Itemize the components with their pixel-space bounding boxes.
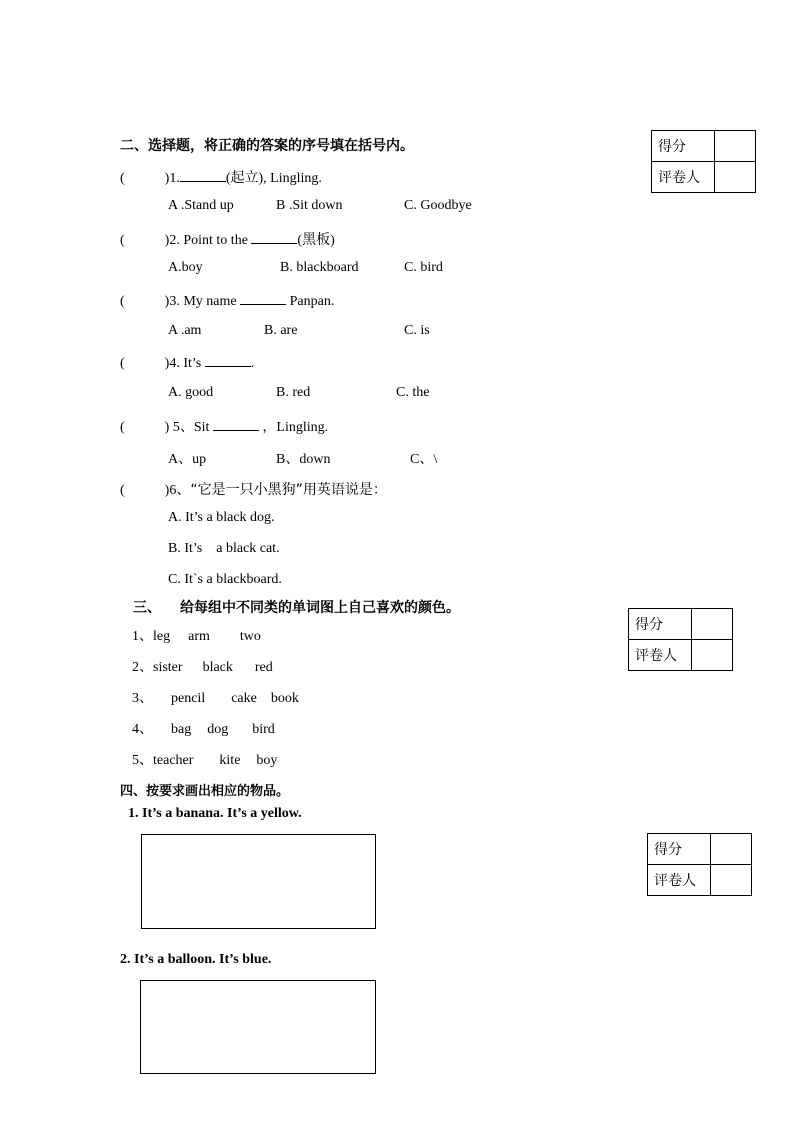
score-label: 得分 — [652, 131, 715, 162]
q5-option-b: B、down — [276, 452, 331, 467]
word-group-3: 3、 pencil cake book — [132, 691, 299, 706]
answer-blank[interactable] — [240, 292, 286, 305]
score-table-1 — [651, 130, 756, 193]
word[interactable]: cake — [231, 691, 257, 706]
word[interactable]: bird — [252, 722, 275, 737]
score-table-3 — [647, 833, 752, 896]
word[interactable]: bag — [171, 722, 192, 737]
answer-blank[interactable] — [180, 169, 226, 182]
q2-option-b: B. blackboard — [280, 260, 359, 275]
question-3: ( )3. My name Panpan. — [120, 294, 335, 309]
grader-cell[interactable] — [711, 865, 752, 896]
grader-cell[interactable] — [692, 640, 733, 671]
q1-option-c: C. Goodbye — [404, 198, 472, 213]
q4-option-a: A. good — [168, 385, 214, 400]
q3-option-b: B. are — [264, 323, 298, 338]
q6-option-a: A. It’s a black dog. — [168, 510, 275, 525]
q6-option-c: C. It`s a blackboard. — [168, 572, 282, 587]
answer-blank[interactable] — [205, 354, 251, 367]
drawing-box-2[interactable] — [140, 980, 376, 1074]
word-group-1: 1、leg arm two — [132, 629, 261, 644]
question-2: ( )2. Point to the (黑板) — [120, 233, 335, 248]
score-table-2 — [628, 608, 733, 671]
word[interactable]: pencil — [171, 691, 206, 706]
q3-option-a: A .am — [168, 323, 202, 338]
q1-option-b: B .Sit down — [276, 198, 343, 213]
answer-blank[interactable] — [213, 418, 259, 431]
score-label: 得分 — [629, 609, 692, 640]
q6-option-b: B. It’s a black cat. — [168, 541, 280, 556]
question-4: ( )4. It’s . — [120, 356, 255, 371]
section4-heading: 四、按要求画出相应的物品。 — [120, 784, 290, 799]
score-cell[interactable] — [711, 834, 752, 865]
word-group-2: 2、sister black red — [132, 660, 273, 675]
q1-option-a: A .Stand up — [168, 198, 234, 213]
q2-option-a: A.boy — [168, 260, 203, 275]
grader-label: 评卷人 — [629, 640, 692, 671]
word[interactable]: two — [239, 629, 261, 644]
q2-option-c: C. bird — [404, 260, 443, 275]
question-5: ( ) 5、Sit ，Lingling. — [120, 420, 329, 435]
word[interactable]: red — [254, 660, 273, 675]
question-1: ( )1. (起立), Lingling. — [120, 171, 322, 186]
q4-option-b: B. red — [276, 385, 311, 400]
word[interactable]: kite — [219, 753, 241, 768]
question-6: ( )6、“它是一只小黑狗”用英语说是： — [120, 482, 387, 498]
word-group-5: 5、teacher kite boy — [132, 753, 278, 768]
section3-number: 三、 — [133, 600, 161, 616]
q5-option-c: C、\ — [410, 452, 438, 467]
word[interactable]: leg — [153, 629, 171, 644]
q4-option-c: C. the — [396, 385, 430, 400]
score-cell[interactable] — [715, 131, 756, 162]
score-cell[interactable] — [692, 609, 733, 640]
draw-instruction-1: 1. It’s a banana. It’s a yellow. — [128, 806, 302, 821]
grader-cell[interactable] — [715, 162, 756, 193]
section3-heading: 给每组中不同类的单词图上自己喜欢的颜色。 — [180, 600, 460, 616]
word[interactable]: teacher — [153, 753, 194, 768]
answer-blank[interactable] — [251, 231, 297, 244]
word[interactable]: book — [270, 691, 299, 706]
section2-heading: 二、选择题，将正确的答案的序号填在括号内。 — [120, 138, 414, 154]
word[interactable]: sister — [153, 660, 183, 675]
q5-option-a: A、up — [168, 452, 207, 467]
grader-label: 评卷人 — [648, 865, 711, 896]
q3-option-c: C. is — [404, 323, 430, 338]
word[interactable]: black — [202, 660, 233, 675]
drawing-box-1[interactable] — [141, 834, 376, 929]
word-group-4: 4、 bag dog bird — [132, 722, 275, 737]
draw-instruction-2: 2. It’s a balloon. It’s blue. — [120, 952, 272, 967]
score-label: 得分 — [648, 834, 711, 865]
grader-label: 评卷人 — [652, 162, 715, 193]
word[interactable]: boy — [256, 753, 278, 768]
word[interactable]: dog — [207, 722, 229, 737]
word[interactable]: arm — [188, 629, 210, 644]
